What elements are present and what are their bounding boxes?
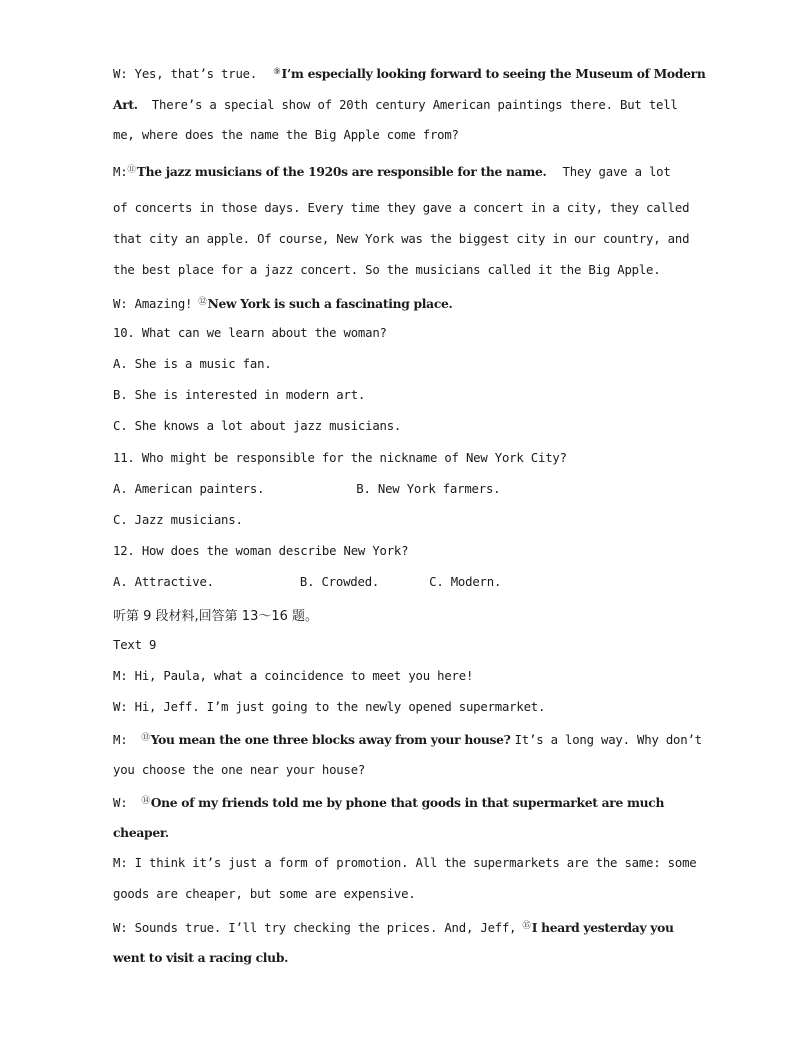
bold-key-sentence: cheaper.	[113, 825, 169, 840]
dialogue-line	[113, 295, 683, 311]
dialogue-text: They gave a lot	[562, 165, 671, 179]
speaker-text: W: Amazing!	[113, 297, 193, 311]
dialogue-line: you choose the one near your house?	[113, 763, 366, 777]
section-instruction: 听第 9 段材料,回答第 13～16 题。	[113, 609, 319, 624]
bold-key-sentence: went to visit a racing club.	[113, 950, 289, 965]
dialogue-text: W: Sounds true. I’ll try checking the prices. And, Jeff,	[113, 921, 517, 935]
circled-number-9: ⑨	[273, 67, 281, 77]
bold-key-sentence: Art.	[113, 97, 138, 112]
dialogue-line: that city an apple. Of course, New York was the biggest city in our country, and	[113, 232, 690, 246]
circled-number-13: ⑬	[141, 733, 150, 743]
dialogue-line	[113, 919, 683, 935]
dialogue-text: It’s a long way. Why don’t	[514, 733, 702, 747]
options-row	[113, 575, 683, 589]
options-row	[113, 482, 683, 496]
text-heading: Text 9	[113, 638, 157, 652]
dialogue-line	[113, 163, 683, 179]
dialogue-line	[113, 731, 702, 747]
dialogue-line	[113, 97, 683, 112]
circled-number-15: ⑮	[522, 921, 531, 931]
bold-key-sentence: I heard yesterday you	[531, 920, 674, 935]
circled-number-14: ⑭	[141, 796, 150, 806]
speaker-text: W: Yes, that’s true.	[113, 67, 258, 81]
question-11: 11. Who might be responsible for the nickname of New York City?	[113, 451, 567, 465]
circled-number-12: ⑫	[198, 297, 207, 307]
bold-key-sentence: I’m especially looking forward to seeing the Museum of Modern	[281, 66, 706, 81]
bold-key-sentence: The jazz musicians of the 1920s are responsible for the name.	[136, 164, 547, 179]
question-12: 12. How does the woman describe New York?	[113, 544, 409, 558]
dialogue-line: W: Hi, Jeff. I’m just going to the newly opened supermarket.	[113, 700, 546, 714]
option-b: B. Crowded.	[299, 575, 380, 589]
dialogue-line	[113, 794, 683, 810]
option-c: C. Jazz musicians.	[113, 513, 243, 527]
dialogue-line: me, where does the name the Big Apple come from?	[113, 128, 459, 142]
option-c: C. Modern.	[429, 575, 502, 589]
option-a: A. She is a music fan.	[113, 357, 272, 371]
speaker-text: W:	[113, 796, 128, 810]
speaker-text: M:	[113, 733, 128, 747]
dialogue-line: of concerts in those days. Every time they gave a concert in a city, they called	[113, 201, 690, 215]
option-a: A. American painters.	[113, 482, 265, 496]
dialogue-line: the best place for a jazz concert. So the musicians called it the Big Apple.	[113, 263, 661, 277]
option-a: A. Attractive.	[113, 575, 214, 589]
option-b: B. She is interested in modern art.	[113, 388, 366, 402]
dialogue-text: There’s a special show of 20th century American paintings there. But tell	[151, 98, 678, 112]
bold-key-sentence: New York is such a fascinating place.	[207, 296, 453, 311]
speaker-text: M:	[113, 165, 128, 179]
option-c: C. She knows a lot about jazz musicians.	[113, 419, 402, 433]
dialogue-line: goods are cheaper, but some are expensive.	[113, 887, 416, 901]
question-10: 10. What can we learn about the woman?	[113, 326, 387, 340]
bold-key-sentence: One of my friends told me by phone that goods in that supermarket are much	[150, 795, 665, 810]
dialogue-line	[113, 66, 706, 81]
circled-number-11: ⑪	[127, 165, 136, 175]
dialogue-line: M: I think it’s just a form of promotion. All the supermarkets are the same: some	[113, 856, 697, 870]
option-b: B. New York farmers.	[356, 482, 501, 496]
bold-key-sentence: You mean the one three blocks away from your house?	[150, 732, 511, 747]
dialogue-line: M: Hi, Paula, what a coincidence to meet you here!	[113, 669, 474, 683]
